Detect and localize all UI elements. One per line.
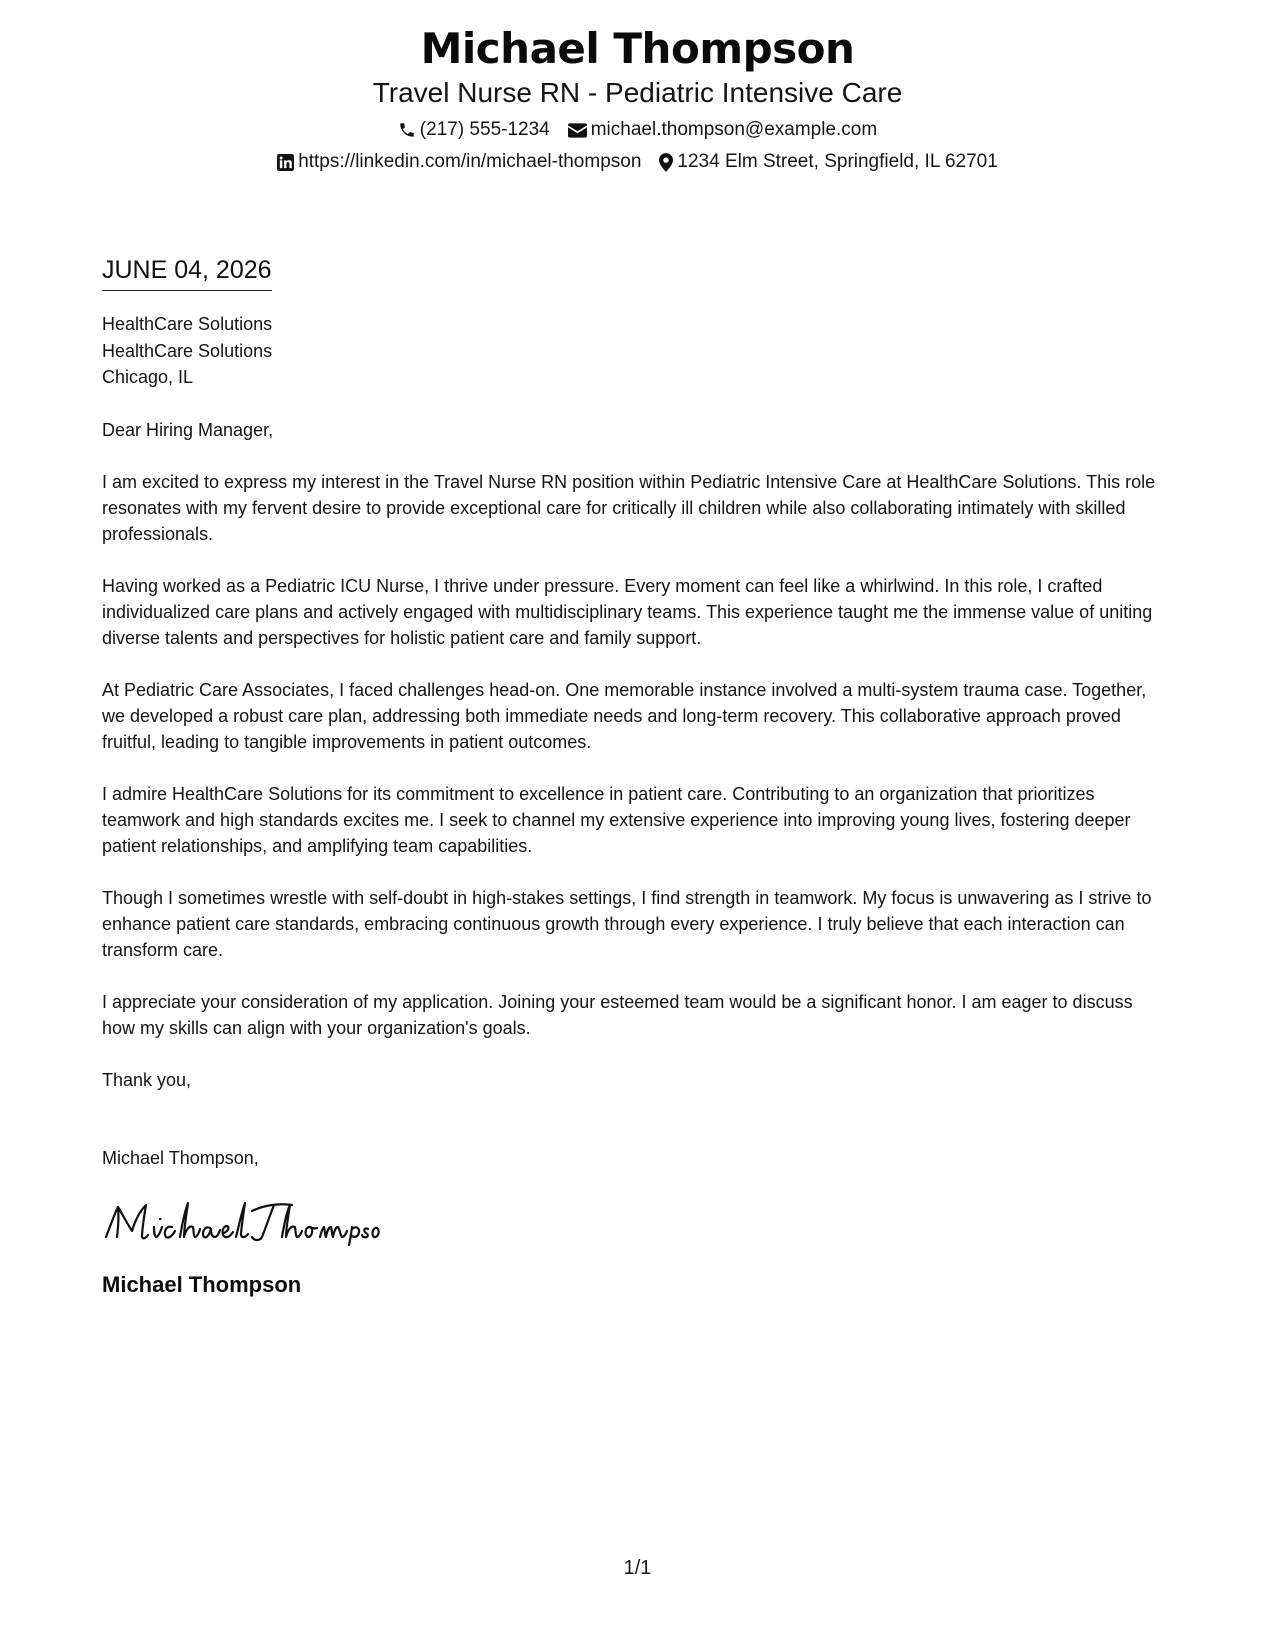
- recipient-line: HealthCare Solutions: [102, 314, 273, 334]
- envelope-icon: [568, 123, 587, 138]
- contact-row-secondary: [0, 151, 1275, 173]
- letter-header: [0, 22, 1275, 173]
- linkedin-icon: [277, 154, 294, 171]
- letter-body: [102, 254, 1168, 1299]
- phone-icon: [398, 121, 416, 139]
- applicant-title: Travel Nurse RN - Pediatric Intensive Care: [372, 77, 903, 108]
- phone-number[interactable]: (217) 555-1234: [419, 119, 550, 140]
- recipient-block: [102, 311, 1168, 391]
- applicant-name: Michael Thompson: [420, 24, 855, 73]
- email-contact: [568, 119, 877, 141]
- body-paragraph: I admire HealthCare Solutions for its commitment to excellence in patient care. Contributing to an organization that prioritizes teamwork and high standards excites me. I seek to channel my extensive experience into improving young lives, fostering deeper patient relationships, and amplifying team capabilities.: [102, 783, 1131, 856]
- linkedin-contact: [277, 151, 641, 173]
- signed-name: Michael Thompson: [102, 1271, 302, 1297]
- email-address[interactable]: michael.thompson@example.com: [590, 119, 878, 140]
- page-number: 1/1: [623, 1557, 652, 1579]
- contact-row-primary: [0, 119, 1275, 141]
- closing: Thank you,: [102, 1069, 192, 1090]
- body-paragraph: At Pediatric Care Associates, I faced challenges head-on. One memorable instance involved a multi-system trauma case. Together, we developed a robust care plan, addressing both immediate needs and long-term recovery. This collaborative approach proved fruitful, leading to tangible improvements in patient outcomes.: [102, 679, 1147, 752]
- body-paragraph: I am excited to express my interest in the Travel Nurse RN position within Pediatric Intensive Care at HealthCare Solutions. This role resonates with my fervent desire to provide exceptional care for critically ill children while also collaborating intimately with skilled professionals.: [102, 471, 1156, 544]
- handwritten-signature: [102, 1197, 1168, 1247]
- body-paragraph: I appreciate your consideration of my application. Joining your esteemed team would be a significant honor. I am eager to discuss how my skills can align with your organization's goals.: [102, 991, 1133, 1038]
- recipient-line: Chicago, IL: [102, 367, 194, 387]
- body-paragraph: Having worked as a Pediatric ICU Nurse, I thrive under pressure. Every moment can feel like a whirlwind. In this role, I crafted individualized care plans and actively engaged with multidisciplinary teams. This experience taught me the immense value of uniting diverse talents and perspectives for holistic patient care and family support.: [102, 575, 1153, 648]
- body-paragraph: Though I sometimes wrestle with self-doubt in high-stakes settings, I find strength in teamwork. My focus is unwavering as I strive to enhance patient care standards, embracing continuous growth through every experience. I truly believe that each interaction can transform care.: [102, 887, 1152, 960]
- map-marker-icon: [659, 153, 673, 172]
- linkedin-url[interactable]: https://linkedin.com/in/michael-thompson: [298, 151, 642, 172]
- salutation: Dear Hiring Manager,: [102, 419, 274, 440]
- recipient-line: HealthCare Solutions: [102, 340, 273, 361]
- street-address: 1234 Elm Street, Springfield, IL 62701: [677, 151, 998, 172]
- address-contact: [659, 151, 997, 173]
- signoff-name: Michael Thompson,: [102, 1147, 259, 1168]
- letter-date: JUNE 04, 2026: [102, 254, 272, 291]
- phone-contact: [398, 119, 550, 141]
